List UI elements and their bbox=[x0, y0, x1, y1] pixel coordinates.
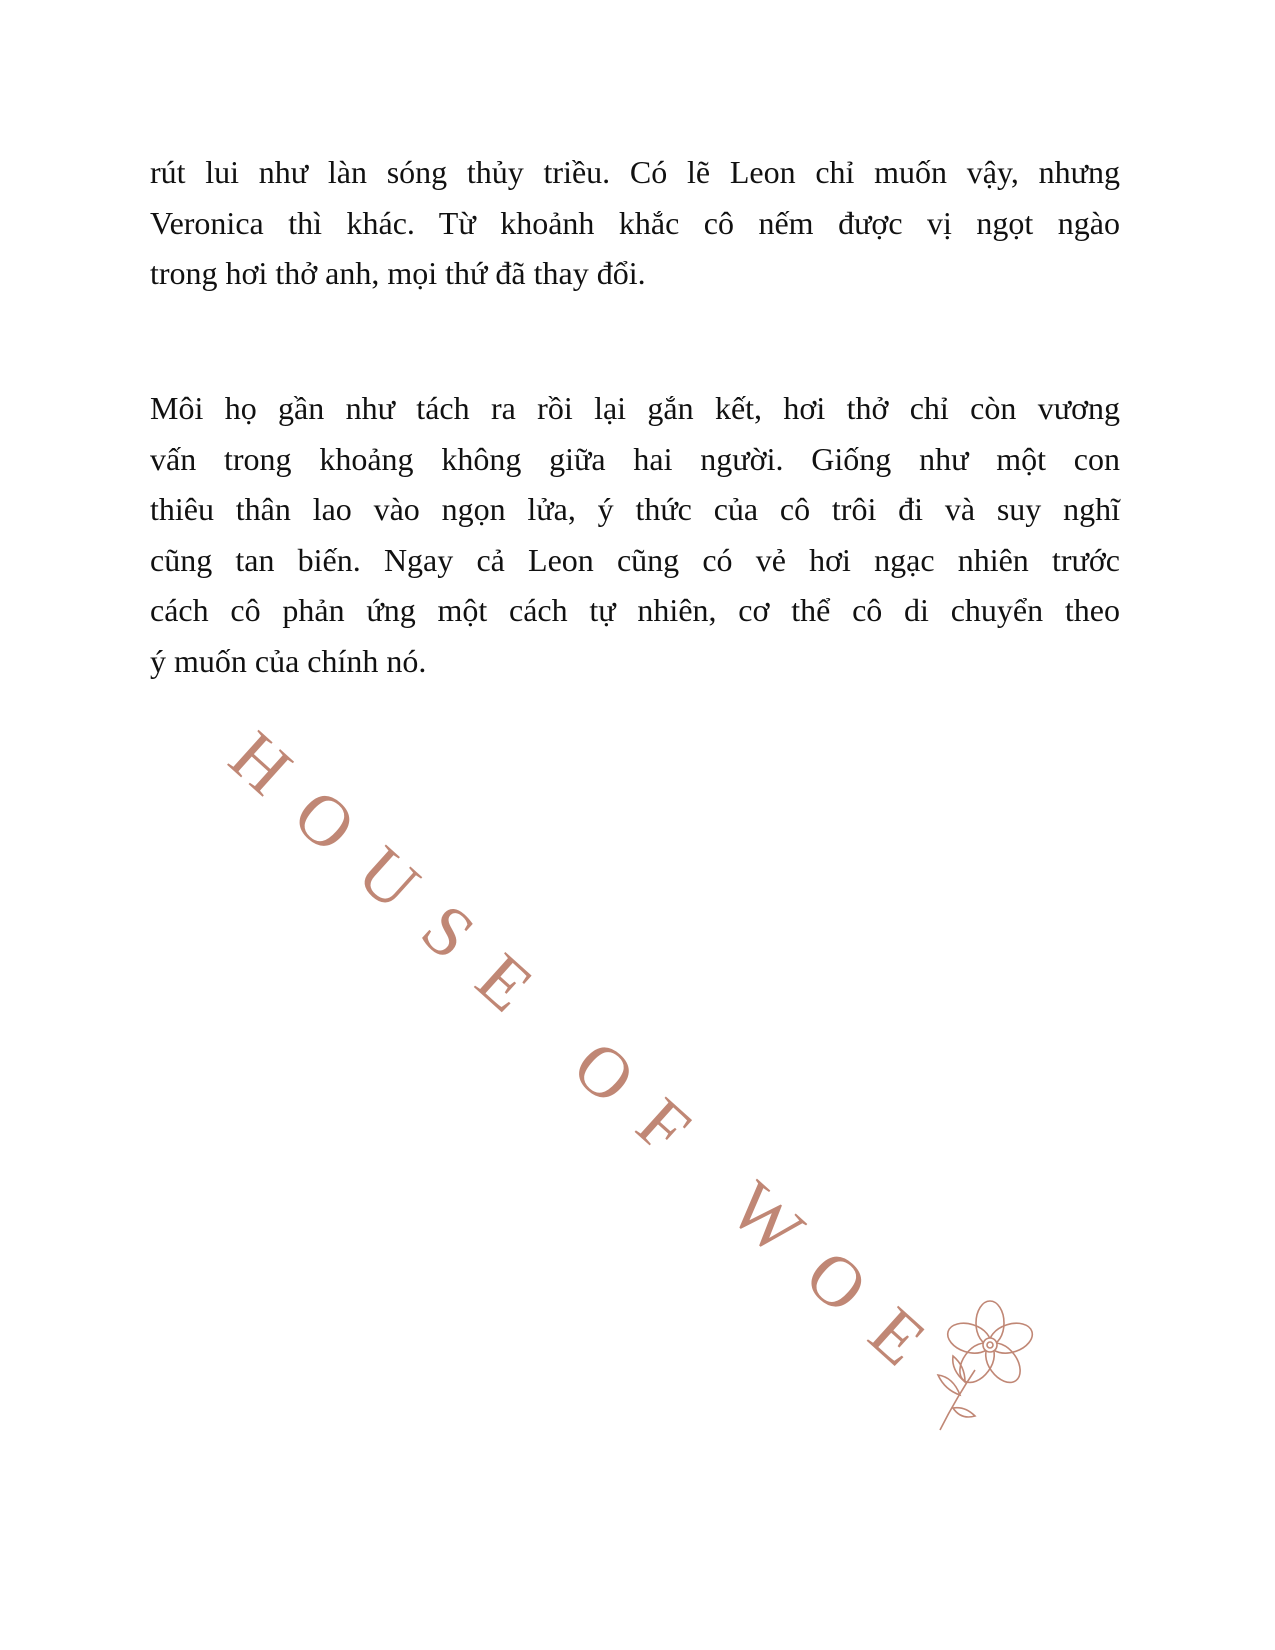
flower-icon bbox=[920, 1290, 1060, 1440]
text-line: thiêu thân lao vào ngọn lửa, ý thức của cô trôi đi và suy nghĩ bbox=[150, 491, 1120, 527]
text-line: trong hơi thở anh, mọi thứ đã thay đổi. bbox=[150, 255, 646, 291]
watermark-text: HOUSE OF WOE bbox=[214, 715, 966, 1404]
text-line: ý muốn của chính nó. bbox=[150, 642, 427, 679]
text-line: vấn trong khoảng không giữa hai người. Giống như một con bbox=[150, 440, 1120, 477]
text-line: Veronica thì khác. Từ khoảnh khắc cô nếm được vị ngọt ngào bbox=[150, 204, 1120, 241]
text-line: Môi họ gần như tách ra rồi lại gắn kết, hơi thở chỉ còn vương bbox=[150, 390, 1120, 426]
text-line: cũng tan biến. Ngay cả Leon cũng có vẻ hơi ngạc nhiên trước bbox=[150, 541, 1120, 578]
paragraph-1 bbox=[150, 147, 1120, 299]
text-line: rút lui như làn sóng thủy triều. Có lẽ Leon chỉ muốn vậy, nhưng bbox=[150, 154, 1120, 190]
text-line: cách cô phản ứng một cách tự nhiên, cơ thể cô di chuyển theo bbox=[150, 592, 1120, 628]
paragraph-2 bbox=[150, 383, 1120, 686]
